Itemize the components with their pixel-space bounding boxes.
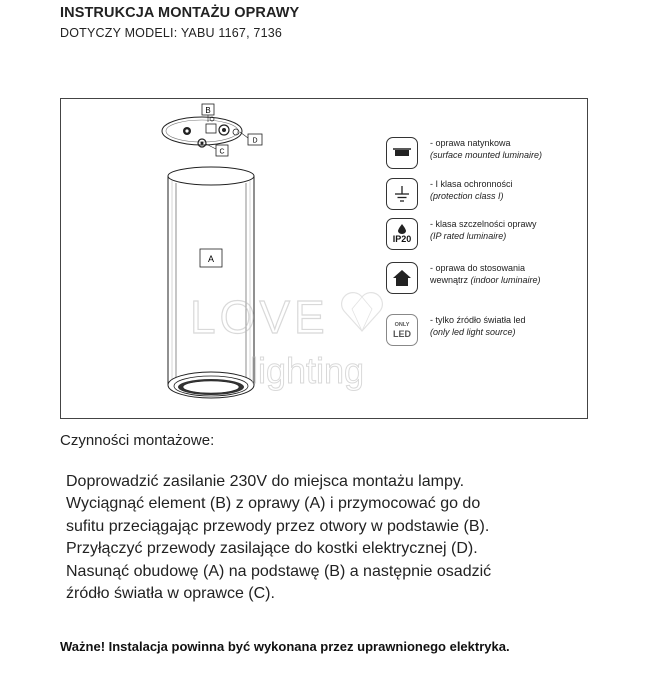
warning-note: Ważne! Instalacja powinna być wykonana przez uprawnionego elektryka. (60, 639, 510, 654)
led-only-text: ONLY (394, 321, 410, 328)
label-d: D (252, 137, 258, 145)
legend-indoor-pl2: wewnątrz (430, 275, 469, 285)
heart-icon (342, 293, 383, 331)
cylinder-top (168, 167, 254, 185)
instruction-line: Przyłączyć przewody zasilające do kostki elektrycznej (D). (66, 540, 478, 558)
instruction-line: źródło światła w oprawce (C). (66, 585, 275, 603)
instruction-line: Doprowadzić zasilanie 230V do miejsca montażu lampy. (66, 473, 465, 490)
legend-protection-class (386, 178, 513, 210)
legend-indoor-en: (indoor luminaire) (470, 275, 541, 285)
instruction-line: sufitu przeciągając przewody przez otwory w podstawie (B). (66, 517, 490, 535)
instructions-heading: Czynności montażowe: (60, 432, 215, 449)
watermark-sub: lighting (250, 350, 365, 391)
instruction-line: Nasunąć obudowę (A) na podstawę (B) a następnie osadzić (66, 562, 492, 580)
legend-protection-en: (protection class I) (430, 191, 504, 201)
legend-surface-pl: - oprawa natynkowa (430, 138, 511, 148)
legend-protection-pl: - I klasa ochronności (430, 179, 513, 189)
legend-ip-en: (IP rated luminaire) (430, 231, 507, 241)
document-title: INSTRUKCJA MONTAŻU OPRAWY (60, 5, 300, 21)
legend-led-pl: - tylko źródło światła led (430, 315, 526, 325)
mounting-base (162, 117, 242, 145)
legend-ip-rating (386, 218, 537, 250)
instruction-line: Wyciągnąć element (B) z oprawy (A) i przymocować go do (66, 495, 481, 513)
label-c: C (219, 148, 225, 156)
surface-mounted-icon (386, 137, 418, 169)
led-text: LED (393, 328, 411, 339)
water-drop-icon (398, 224, 406, 234)
watermark-word: LOVE (190, 291, 329, 343)
legend-surface-mounted (386, 137, 542, 169)
legend-indoor-pl: - oprawa do stosowania (430, 263, 526, 273)
ip-rating-text: IP20 (392, 234, 412, 244)
watermark-logo (190, 283, 430, 398)
legend-ip-pl: - klasa szczelności oprawy (430, 219, 537, 229)
protection-class-icon (386, 178, 418, 210)
ip-rating-icon (386, 218, 418, 250)
legend-surface-en: (surface mounted luminaire) (430, 150, 543, 160)
document-subtitle: DOTYCZY MODELI: YABU 1167, 7136 (60, 26, 283, 40)
legend-led-en: (only led light source) (430, 327, 516, 337)
label-b: B (205, 106, 211, 115)
label-a: A (207, 254, 215, 264)
instructions-body (66, 471, 491, 605)
